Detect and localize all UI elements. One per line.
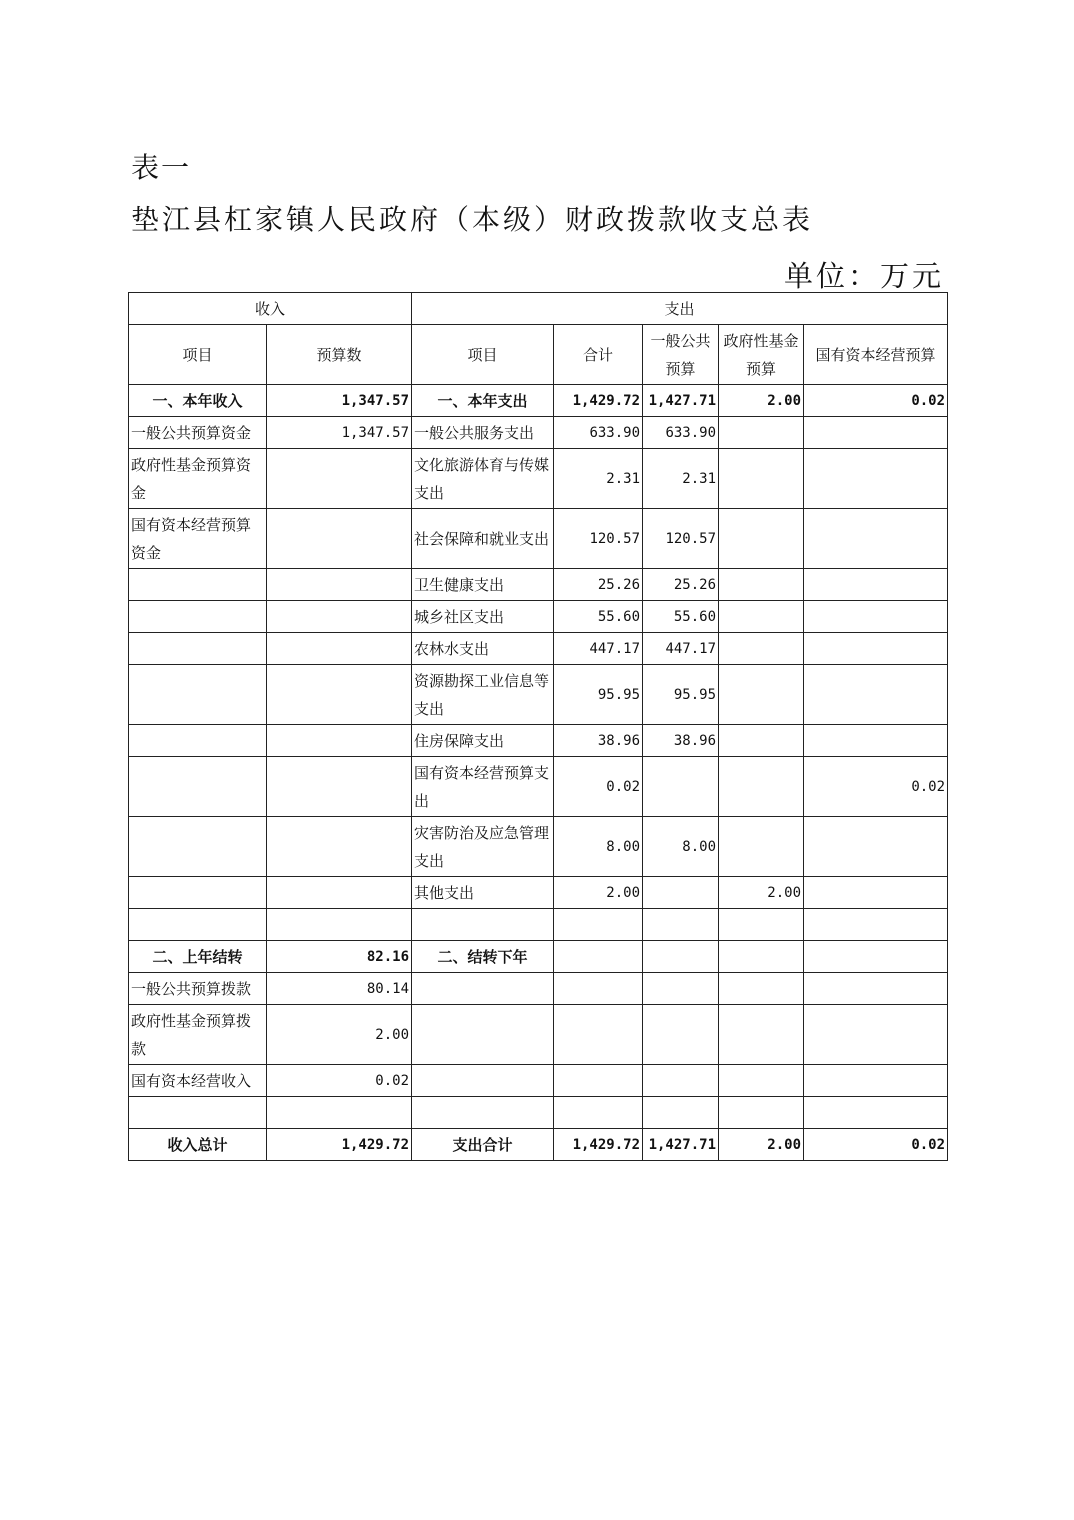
cell-ex-item: 其他支出 [412,877,554,909]
cell-in-amt: 1,347.57 [267,385,412,417]
cell-in-item [129,909,267,941]
cell-in-item: 收入总计 [129,1129,267,1161]
cell-general: 1,427.71 [643,1129,719,1161]
cell-in-amt [267,877,412,909]
cell-state: 0.02 [804,385,948,417]
col-header-general: 一般公共预算 [643,325,719,385]
table-row [129,1065,948,1097]
table-row [129,569,948,601]
cell-ex-item [412,909,554,941]
cell-in-amt [267,569,412,601]
cell-in-amt [267,633,412,665]
cell-ex-item: 社会保障和就业支出 [412,509,554,569]
cell-fund: 2.00 [719,877,804,909]
cell-total: 25.26 [554,569,643,601]
cell-in-amt: 80.14 [267,973,412,1005]
cell-in-amt: 1,429.72 [267,1129,412,1161]
cell-total: 633.90 [554,417,643,449]
cell-in-amt [267,509,412,569]
cell-state [804,569,948,601]
cell-state [804,665,948,725]
table-row [129,417,948,449]
cell-ex-item: 住房保障支出 [412,725,554,757]
cell-fund [719,665,804,725]
cell-state [804,973,948,1005]
cell-in-item: 政府性基金预算资金 [129,449,267,509]
cell-total: 2.00 [554,877,643,909]
cell-ex-item: 支出合计 [412,1129,554,1161]
cell-total: 55.60 [554,601,643,633]
cell-state: 0.02 [804,757,948,817]
cell-ex-item [412,1065,554,1097]
table-row [129,1129,948,1161]
col-header-fund: 政府性基金预算 [719,325,804,385]
table-row [129,665,948,725]
cell-total: 120.57 [554,509,643,569]
cell-in-item: 一、本年收入 [129,385,267,417]
cell-in-item [129,877,267,909]
cell-fund [719,1005,804,1065]
cell-in-item [129,633,267,665]
table-row [129,909,948,941]
cell-state [804,1065,948,1097]
cell-ex-item: 卫生健康支出 [412,569,554,601]
table-row [129,1005,948,1065]
cell-total: 8.00 [554,817,643,877]
cell-ex-item: 灾害防治及应急管理支出 [412,817,554,877]
cell-ex-item [412,973,554,1005]
cell-in-amt [267,449,412,509]
cell-state [804,417,948,449]
cell-in-amt [267,817,412,877]
cell-fund [719,941,804,973]
cell-fund [719,757,804,817]
cell-general: 55.60 [643,601,719,633]
cell-in-item [129,1097,267,1129]
table-row [129,941,948,973]
budget-summary-table [128,292,948,1161]
cell-total: 1,429.72 [554,1129,643,1161]
col-header-total: 合计 [554,325,643,385]
cell-ex-item [412,1097,554,1129]
cell-in-item: 国有资本经营预算资金 [129,509,267,569]
cell-fund: 2.00 [719,1129,804,1161]
cell-state: 0.02 [804,1129,948,1161]
col-header-budget: 预算数 [267,325,412,385]
cell-fund [719,817,804,877]
cell-general: 633.90 [643,417,719,449]
cell-state [804,817,948,877]
table-row [129,973,948,1005]
cell-in-item [129,569,267,601]
cell-in-item [129,817,267,877]
cell-general [643,909,719,941]
cell-general [643,1065,719,1097]
cell-total: 2.31 [554,449,643,509]
cell-ex-item: 城乡社区支出 [412,601,554,633]
cell-total [554,1065,643,1097]
cell-general [643,757,719,817]
cell-state [804,509,948,569]
cell-ex-item: 一般公共服务支出 [412,417,554,449]
cell-in-amt [267,601,412,633]
cell-in-item: 国有资本经营收入 [129,1065,267,1097]
table-row [129,633,948,665]
table-row [129,1097,948,1129]
cell-in-item [129,725,267,757]
table-row [129,601,948,633]
cell-total [554,909,643,941]
income-section-header: 收入 [129,293,412,325]
cell-in-amt [267,665,412,725]
cell-total: 38.96 [554,725,643,757]
cell-ex-item: 文化旅游体育与传媒支出 [412,449,554,509]
cell-ex-item: 资源勘探工业信息等支出 [412,665,554,725]
cell-state [804,909,948,941]
cell-ex-item: 国有资本经营预算支出 [412,757,554,817]
cell-total [554,941,643,973]
cell-ex-item: 一、本年支出 [412,385,554,417]
cell-ex-item: 二、结转下年 [412,941,554,973]
cell-state [804,941,948,973]
cell-fund [719,509,804,569]
table-row [129,877,948,909]
cell-general: 25.26 [643,569,719,601]
cell-ex-item: 农林水支出 [412,633,554,665]
cell-total [554,1005,643,1065]
cell-general: 447.17 [643,633,719,665]
cell-in-item [129,665,267,725]
cell-fund [719,973,804,1005]
table-row [129,385,948,417]
cell-in-item [129,601,267,633]
cell-in-amt: 2.00 [267,1005,412,1065]
cell-general: 8.00 [643,817,719,877]
cell-state [804,601,948,633]
cell-state [804,725,948,757]
page-title: 垫江县杠家镇人民政府（本级）财政拨款收支总表 [131,203,814,236]
cell-fund [719,633,804,665]
table-row [129,817,948,877]
cell-state [804,1005,948,1065]
cell-in-amt [267,909,412,941]
cell-general: 2.31 [643,449,719,509]
cell-general [643,941,719,973]
cell-in-amt [267,757,412,817]
cell-fund [719,725,804,757]
table-number: 表一 [131,151,192,184]
cell-in-amt [267,1097,412,1129]
col-header-state: 国有资本经营预算 [804,325,948,385]
table-row [129,725,948,757]
cell-in-amt: 0.02 [267,1065,412,1097]
cell-general: 38.96 [643,725,719,757]
cell-fund [719,569,804,601]
cell-total: 447.17 [554,633,643,665]
cell-fund [719,909,804,941]
cell-in-amt: 82.16 [267,941,412,973]
expense-section-header: 支出 [412,293,948,325]
cell-in-item: 一般公共预算拨款 [129,973,267,1005]
cell-total: 1,429.72 [554,385,643,417]
table-row [129,757,948,817]
cell-general: 1,427.71 [643,385,719,417]
cell-in-amt: 1,347.57 [267,417,412,449]
cell-total [554,1097,643,1129]
col-header-income-item: 项目 [129,325,267,385]
cell-in-amt [267,725,412,757]
cell-fund: 2.00 [719,385,804,417]
cell-in-item: 政府性基金预算拨款 [129,1005,267,1065]
cell-fund [719,601,804,633]
cell-total: 95.95 [554,665,643,725]
table-row [129,449,948,509]
cell-fund [719,417,804,449]
cell-general [643,877,719,909]
cell-state [804,877,948,909]
cell-in-item [129,757,267,817]
unit-label: 单位：万元 [783,259,944,293]
cell-in-item: 一般公共预算资金 [129,417,267,449]
cell-total [554,973,643,1005]
cell-fund [719,1097,804,1129]
cell-general [643,1005,719,1065]
cell-general [643,973,719,1005]
cell-total: 0.02 [554,757,643,817]
cell-in-item: 二、上年结转 [129,941,267,973]
cell-state [804,1097,948,1129]
cell-fund [719,1065,804,1097]
cell-general: 95.95 [643,665,719,725]
cell-general [643,1097,719,1129]
cell-state [804,449,948,509]
cell-ex-item [412,1005,554,1065]
col-header-expense-item: 项目 [412,325,554,385]
cell-fund [719,449,804,509]
cell-general: 120.57 [643,509,719,569]
cell-state [804,633,948,665]
table-row [129,509,948,569]
